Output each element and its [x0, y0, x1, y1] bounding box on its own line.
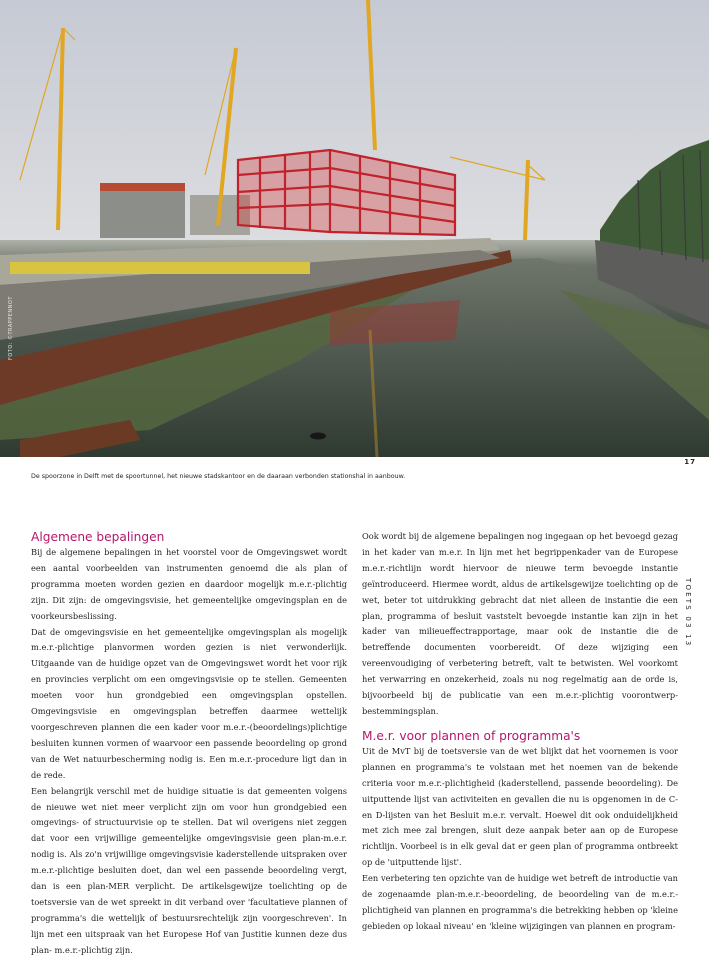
journal-side-label: TOETS 03 13 — [684, 578, 692, 648]
page-number: 17 — [684, 458, 696, 466]
header-photo — [0, 0, 709, 457]
body-paragraph: Dat de omgevingsvisie en het gemeentelijke omgevingsplan als mogelijk m.e.r.-plichtige planvormen worden gezien is niet verwonderlijk. Uitgaande van de huidige opzet van de Omgevingswet wordt het voor rijk en provincies verplicht om een omgevingsvisie op te stellen. Gemeenten moeten voor hun grondgebied een omgevingsplan opstellen. Omgevingsvisie en omgevingsplan betreffen daarmee wettelijk voorgeschreven plannen die een kader voor m.e.r.-(beoordelings)plichtige besluiten kunnen vormen of waarvoor een passende beoordeling op grond van de Wet natuurbescherming nodig is. Een m.e.r.-procedure ligt dan in de rede. — [31, 626, 347, 780]
left-column — [31, 529, 347, 959]
body-paragraph: Een verbetering ten opzichte van de huidige wet betreft de introductie van de zogenaamde plan-m.e.r.-beoordeling, de beoordeling van de m.e.r.-plichtigheid van plannen en programma's die betrekking hebben op 'kleine gebieden op lokaal niveau' en 'kleine wijzigingen van plannen en program- — [362, 873, 678, 931]
right-column — [362, 529, 678, 935]
photo-caption: De spoorzone in Delft met de spoortunnel, het nieuwe stadskantoor en de daaraan verbonden stationshal in aanbouw. — [31, 473, 406, 480]
body-paragraph: Bij de algemene bepalingen in het voorstel voor de Omgevingswet wordt een aantal voorbeelden van instrumenten genoemd die als plan of programma moeten worden gezien en daardoor mogelijk m.e.r.-plichtig zijn. Dit zijn: de omgevingsvisie, het gemeentelijke omgevingsplan en de voorkeursbeslissing. — [31, 547, 347, 621]
section-heading-algemene-bepalingen: Algemene bepalingen — [31, 530, 165, 544]
body-paragraph: Uit de MvT bij de toetsversie van de wet blijkt dat het voornemen is voor plannen en programma's te volstaan met het noemen van de bekende criteria voor m.e.r.-plichtigheid (kaderstellend, passende beoordeling). De uitputtende lijst van activiteiten en gevallen die nu is opgenomen in de C- en D-lijsten van het Besluit m.e.r. vervalt. Hoewel dit ook onduidelijkheid met zich mee zal brengen, sluit deze aanpak beter aan op de Europese richtlijn. Voorbeel is in elk geval dat er geen plan of programma ontbreekt op de 'uitputtende lijst'. — [362, 745, 678, 868]
body-paragraph: Ook wordt bij de algemene bepalingen nog ingegaan op het bevoegd gezag in het kader van m.e.r. In lijn met het begrippenkader van de Europese m.e.r.-richtlijn wordt hiervoor de nieuwe term bevoegde instantie geïntroduceerd. Hiermee wordt, aldus de artikelsgewijze toelichting op de wet, beter tot uitdrukking gebracht dat niet alleen de instantie die een plan, programma of besluit vaststelt bevoegde instantie kan zijn in het kader van milieueffectrapportage, maar ook de instantie die de betreffende documenten voorbereidt. Of deze wijziging een vereenvoudiging of verbetering betreft, valt te betwisten. Wel voorkomt het verwarring en onzekerheid, zoals nu nog regelmatig aan de orde is, bijvoorbeeld bij de publicatie van een m.e.r.-plichtig voorontwerp-bestemmingsplan. — [362, 531, 678, 716]
body-paragraph: Een belangrijk verschil met de huidige situatie is dat gemeenten volgens de nieuwe wet niet meer verplicht zijn om voor hun grondgebied een omgevings- of structuurvisie op te stellen. Dat wil overigens niet zeggen dat voor een vrijwillige gemeentelijke omgevingsvisie geen plan-m.e.r. nodig is. Als zo'n vrijwillige omgevingsvisie kaderstellende uitspraken over m.e.r.-plichtige besluiten doet, dan wel een passende beoordeling vergt, dan is een plan-MER verplicht. De artikelsgewijze toelichting op de toetsversie van de wet spreekt in dit verband over 'facultatieve plannen of programma's die wettelijk of bestuursrechtelijk zijn voorgeschreven'. In lijn met een uitspraak van het Europese Hof van Justitie kunnen deze dus plan- m.e.r.-plichtig zijn. — [31, 785, 347, 955]
photo-credit: FOTO: ©TRAPPENNOT — [8, 296, 14, 360]
section-heading-mer-plannen: M.e.r. voor plannen of programma's — [362, 728, 581, 743]
construction-canal-illustration — [0, 0, 709, 457]
